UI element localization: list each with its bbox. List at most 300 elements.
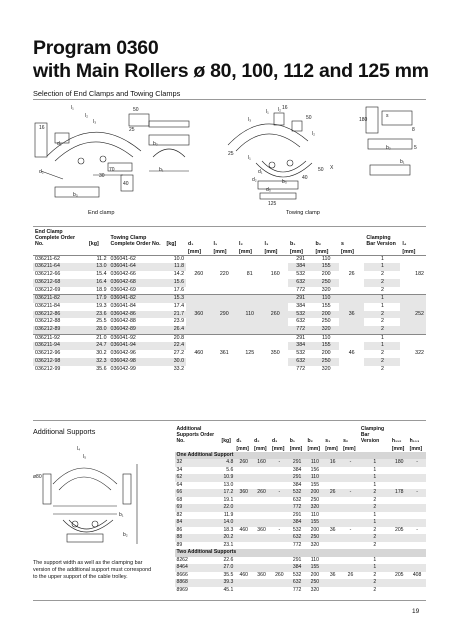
table-cell	[324, 542, 342, 550]
end-label-d1: d₁	[57, 141, 62, 147]
table-row	[33, 334, 426, 342]
table-cell: 34	[176, 466, 183, 473]
table-cell	[342, 587, 360, 595]
table-cell: 110	[313, 334, 338, 342]
table-cell	[253, 519, 271, 527]
table-cell: 18.3	[223, 526, 234, 533]
table-row	[175, 587, 426, 595]
tow-label-125: 125	[268, 201, 277, 207]
table-cell: 110	[310, 474, 319, 480]
table-cell: 360	[186, 295, 211, 335]
end-label-b1: b₁	[159, 167, 164, 173]
table-cell: 19.1	[223, 496, 234, 503]
unit-cell: [mm]	[213, 248, 227, 255]
table-cell: 632	[296, 278, 306, 285]
table-cell	[390, 579, 408, 587]
col-b2: b₂	[315, 241, 322, 247]
unit-cell	[359, 444, 390, 452]
table-cell: 22.6	[223, 556, 234, 563]
col-d1: d₁	[188, 241, 194, 247]
table-cell	[270, 579, 288, 587]
table-cell: 35.5	[223, 571, 234, 578]
table-cell: 11.9	[223, 511, 234, 518]
tow-label-40: 40	[302, 175, 308, 181]
table-cell: 200	[321, 350, 331, 357]
table-cell: 036211-82	[33, 295, 87, 303]
table-cell: 20.8	[165, 334, 187, 342]
table-cell: 36	[329, 571, 336, 578]
table-row	[175, 527, 426, 535]
table-cell: 24.7	[96, 342, 107, 349]
unit-cell: [mm]	[289, 445, 303, 452]
table-cell: 62	[176, 474, 183, 480]
table-cell	[390, 512, 408, 520]
table-cell: 036212-98	[35, 357, 61, 364]
table-cell	[342, 534, 360, 542]
col-d2: d₂	[254, 438, 260, 444]
table-cell: 772	[292, 586, 302, 593]
table-cell: 1	[380, 302, 384, 309]
unit-cell	[165, 247, 187, 255]
table-cell	[235, 482, 253, 490]
table-cell: 33.2	[173, 365, 185, 372]
end-label-40: 40	[123, 181, 129, 187]
table-cell	[270, 557, 288, 565]
table-cell: 39.3	[223, 579, 234, 585]
table-cell	[390, 467, 408, 475]
table-cell	[235, 534, 253, 542]
table-cell: -	[278, 459, 281, 465]
subheading-cell: Two Additional Supports	[175, 549, 426, 557]
table-cell	[408, 519, 426, 527]
table-cell	[390, 482, 408, 490]
subheading-row	[175, 452, 426, 460]
table-cell: -	[349, 459, 352, 465]
unit-cell: [mm]	[289, 248, 303, 255]
support-label-b2: b₂	[123, 532, 128, 538]
table-cell: 11.8	[174, 263, 185, 270]
table-cell: 036042-69	[110, 286, 136, 293]
table-cell: 2	[373, 504, 377, 510]
table-cell: 160	[257, 459, 266, 465]
end-label-l2: l₂	[85, 113, 89, 119]
table-cell	[253, 497, 271, 505]
tow-label-b2: b₂	[386, 145, 391, 151]
table-cell	[342, 542, 360, 550]
table-cell	[324, 534, 342, 542]
table-cell: 23.9	[173, 318, 185, 325]
table-cell: 46	[339, 334, 364, 373]
table-cell: 036041-94	[110, 342, 136, 349]
table-cell	[324, 519, 342, 527]
table-header-row	[33, 229, 426, 247]
table-cell: 360	[257, 526, 266, 533]
table-cell: 10.0	[165, 255, 187, 263]
table-cell	[235, 512, 253, 520]
table-cell: 532	[292, 489, 302, 495]
table-row	[175, 482, 426, 490]
unit-cell: [mm]	[264, 248, 278, 255]
table-cell	[235, 542, 253, 550]
table-row	[175, 519, 426, 527]
table-cell	[390, 542, 408, 550]
table-cell: 205	[394, 571, 404, 578]
table-cell	[324, 504, 342, 512]
table-cell	[342, 564, 360, 572]
table-cell: 17.2	[223, 489, 234, 495]
table-cell: -	[416, 489, 418, 495]
table-cell: 1	[373, 481, 377, 488]
col-s1: s₁	[325, 438, 331, 444]
title-line-2: with Main Rollers ø 80, 100, 112 and 125 mm	[33, 60, 429, 82]
table-cell: 260	[186, 255, 211, 295]
table-cell: 110	[237, 295, 262, 335]
table-cell	[408, 542, 426, 550]
table-cell: 110	[313, 255, 338, 263]
table-cell: 532	[292, 571, 302, 578]
table-cell: 632	[296, 357, 306, 364]
unit-cell: [mm]	[307, 445, 320, 452]
table-cell	[235, 564, 253, 572]
table-cell: 8262	[176, 556, 188, 563]
table-row	[175, 489, 426, 497]
table-cell: 291	[292, 474, 302, 480]
table-cell	[408, 564, 426, 572]
table-cell: 772	[292, 541, 302, 548]
table-cell: 110	[310, 459, 319, 465]
table-row	[175, 579, 426, 587]
table-cell: 32.3	[96, 357, 107, 364]
support-note: The support width as well as the clamping bar version of the additional support must correspond to the upper support of the cable trolley.	[33, 560, 152, 581]
table-cell: 290	[212, 295, 237, 335]
table-cell: 291	[288, 255, 313, 263]
table-cell	[390, 587, 408, 595]
table-cell: 36	[329, 526, 336, 533]
unit-cell	[364, 247, 400, 255]
table-cell: 2	[380, 271, 384, 278]
table-cell: 772	[296, 365, 306, 372]
table-cell: 036211-92	[33, 334, 87, 342]
unit-cell: [mm]	[271, 445, 285, 452]
table-cell: 632	[292, 579, 302, 585]
table-cell: 155	[310, 519, 320, 525]
table-cell: 64	[176, 481, 183, 488]
tow-label-l1: l₁	[266, 109, 269, 115]
table-cell: 2	[380, 318, 384, 325]
table-cell: 1	[373, 511, 377, 518]
table-cell: 2	[373, 489, 377, 495]
table-cell: 84	[176, 519, 183, 525]
end-label-l3: l₃	[93, 119, 97, 125]
additional-supports-table	[175, 426, 426, 594]
table-cell	[270, 534, 288, 542]
table-cell: 15.4	[96, 271, 107, 278]
table-cell: 82	[176, 511, 183, 518]
table-cell	[253, 512, 271, 520]
table-cell: 2	[373, 534, 377, 540]
table-cell: 1	[364, 334, 400, 342]
table-cell: 320	[310, 586, 320, 593]
end-clamp-caption: End clamp	[88, 210, 115, 216]
table-cell: 2	[380, 357, 384, 364]
table-cell: 036212-69	[35, 286, 61, 293]
table-cell: 26	[339, 255, 364, 295]
table-cell: 460	[186, 334, 211, 373]
table-cell: 26	[329, 489, 336, 495]
table-cell: 291	[292, 459, 302, 465]
divider	[33, 226, 426, 227]
tow-label-l2: l₂	[278, 107, 282, 113]
table-cell: 110	[313, 295, 338, 303]
tow-label-5: 5	[414, 145, 417, 151]
table-cell: 036042-96	[110, 350, 136, 357]
table-cell: 036212-99	[35, 365, 61, 372]
col-end-clamp: End Clamp Complete Order No.	[35, 229, 76, 247]
table-cell: 1	[373, 459, 377, 465]
table-cell: 1	[364, 255, 400, 263]
table-header-row	[175, 426, 426, 444]
table-cell: 8969	[176, 586, 188, 593]
col-order-no: Additional Supports Order No.	[176, 426, 215, 444]
end-label-d2: d₂	[39, 169, 44, 175]
table-cell: 250	[321, 318, 331, 325]
unit-cell	[109, 247, 165, 255]
table-cell	[270, 504, 288, 512]
table-cell: 155	[310, 481, 320, 488]
table-cell: 8666	[176, 571, 188, 578]
table-cell: -	[416, 459, 418, 465]
table-cell: 5.6	[226, 466, 234, 473]
table-cell	[253, 557, 271, 565]
table-cell	[253, 564, 271, 572]
table-cell: 384	[296, 342, 306, 349]
support-label-d80: ø80	[33, 474, 42, 480]
tow-label-16: 16	[282, 105, 288, 111]
table-cell: 8868	[176, 579, 188, 585]
table-cell: 200	[310, 489, 320, 495]
table-cell: 155	[321, 302, 331, 309]
table-cell	[342, 482, 360, 490]
table-cell: 17.6	[173, 286, 185, 293]
table-cell	[390, 534, 408, 542]
table-cell: -	[349, 526, 352, 533]
end-clamp-drawing	[33, 101, 233, 209]
table-cell: 250	[310, 579, 320, 585]
table-cell	[408, 504, 426, 512]
col-kg: [kg]	[89, 241, 99, 247]
table-cell	[253, 504, 271, 512]
table-cell: 532	[296, 310, 306, 317]
table-cell	[408, 579, 426, 587]
table-cell: 27.2	[173, 350, 185, 357]
table-cell: -	[416, 526, 418, 533]
unit-cell: [mm]	[236, 445, 249, 452]
table-cell: 17.9	[87, 295, 109, 303]
col-b2: b₂	[307, 438, 313, 444]
table-cell	[342, 497, 360, 505]
table-cell	[342, 512, 360, 520]
table-cell: 532	[292, 526, 302, 533]
table-cell: 532	[296, 350, 306, 357]
tow-label-b1: b₁	[400, 159, 405, 165]
table-cell: 036212-88	[35, 318, 61, 325]
table-cell: 200	[310, 526, 320, 533]
table-cell: 2	[373, 586, 377, 593]
table-cell	[408, 497, 426, 505]
table-cell: 25.5	[96, 318, 107, 325]
table-cell: 10.9	[223, 474, 234, 480]
table-cell: 16.4	[96, 278, 107, 285]
table-cell: -	[278, 489, 281, 495]
table-cell: 15.3	[165, 295, 187, 303]
table-cell	[324, 482, 342, 490]
table-cell: 1	[373, 519, 377, 525]
col-s: s	[340, 241, 344, 247]
table-cell: 89	[176, 541, 183, 548]
table-cell	[342, 474, 360, 482]
table-cell	[235, 557, 253, 565]
table-cell: 360	[239, 489, 249, 495]
unit-cell: [mm]	[325, 445, 338, 452]
table-cell: 155	[310, 564, 320, 570]
table-cell: 260	[257, 489, 266, 495]
table-cell	[235, 497, 253, 505]
table-cell: 1	[373, 474, 377, 480]
col-l2: l₂	[239, 241, 243, 247]
unit-cell	[87, 247, 109, 255]
unit-cell: [mm]	[340, 248, 354, 255]
table-cell: 16	[329, 459, 336, 465]
col-l4: l₄	[402, 241, 407, 247]
clamp-selection-table	[33, 229, 426, 373]
col-h113: h₁₁₃	[409, 438, 420, 444]
table-cell: 036212-96	[35, 350, 61, 357]
table-cell: 22.4	[173, 342, 185, 349]
table-cell: 13.0	[223, 481, 234, 488]
col-clamp-bar: Clamping Bar Version	[360, 426, 385, 444]
col-clamp-bar: Clamping Bar Version	[366, 235, 396, 247]
col-b1: b₁	[289, 438, 295, 444]
unit-cell: [mm]	[391, 445, 405, 452]
table-cell: 532	[296, 271, 306, 278]
tow-label-l2b: l₂	[312, 131, 316, 137]
end-label-30: 30	[99, 173, 105, 179]
unit-cell: [mm]	[409, 445, 423, 452]
table-row	[175, 459, 426, 467]
table-row	[175, 467, 426, 475]
table-cell: 320	[310, 504, 320, 510]
table-cell	[270, 564, 288, 572]
table-cell: 27.0	[223, 564, 234, 570]
table-cell: 250	[321, 278, 331, 285]
table-cell: 14.2	[173, 271, 185, 278]
table-cell: 18.9	[96, 286, 107, 293]
table-cell	[253, 467, 271, 475]
table-cell: 036211-84	[35, 302, 60, 309]
end-label-l1: l₁	[71, 105, 74, 111]
table-cell	[253, 579, 271, 587]
additional-support-drawing	[33, 444, 153, 554]
table-cell	[235, 579, 253, 587]
table-cell: 322	[400, 334, 426, 373]
table-cell	[324, 564, 342, 572]
table-cell: 1	[380, 342, 384, 349]
table-cell: 156	[310, 466, 320, 473]
table-cell: 320	[310, 541, 320, 548]
table-cell: 23.6	[96, 310, 107, 317]
table-cell: 8464	[176, 564, 188, 570]
tow-label-d1: d₁	[258, 169, 263, 175]
end-label-25: 25	[129, 127, 135, 133]
table-cell: 036042-86	[110, 310, 136, 317]
tow-label-l3: l₃	[248, 117, 252, 123]
table-cell: 036211-64	[35, 263, 60, 270]
unit-cell: [mm]	[402, 248, 416, 255]
col-b1: b₁	[289, 241, 296, 247]
table-cell	[253, 482, 271, 490]
unit-cell: [mm]	[343, 445, 356, 452]
table-cell	[324, 497, 342, 505]
table-cell: 260	[275, 571, 284, 578]
table-cell	[270, 497, 288, 505]
table-cell	[408, 557, 426, 565]
table-cell: 036041-84	[110, 302, 136, 309]
subheading-row	[175, 549, 426, 557]
table-cell	[235, 467, 253, 475]
table-cell	[390, 519, 408, 527]
table-cell	[342, 557, 360, 565]
table-cell	[270, 467, 288, 475]
col-l3: l₃	[264, 241, 269, 247]
table-cell: 2	[380, 326, 384, 333]
table-cell: 2	[380, 350, 384, 357]
table-row	[175, 564, 426, 572]
table-cell	[270, 519, 288, 527]
table-cell	[408, 474, 426, 482]
table-cell: 036211-62	[33, 255, 87, 263]
table-cell	[390, 474, 408, 482]
table-cell: 2	[373, 571, 377, 578]
table-cell	[408, 467, 426, 475]
divider	[33, 420, 426, 421]
table-cell: 361	[212, 334, 237, 373]
table-cell	[324, 474, 342, 482]
table-cell: 632	[292, 534, 302, 540]
table-cell	[253, 534, 271, 542]
table-cell: 21.0	[87, 334, 109, 342]
table-row	[175, 474, 426, 482]
table-cell: 384	[296, 302, 306, 309]
table-cell: 384	[292, 564, 302, 570]
end-label-b3: b₃	[73, 192, 78, 198]
table-cell: 036212-86	[35, 310, 61, 317]
table-cell: 26.4	[173, 326, 185, 333]
tow-label-s: s	[386, 113, 389, 119]
table-cell	[408, 512, 426, 520]
table-cell: -	[278, 526, 281, 533]
table-cell: 205	[394, 526, 404, 533]
table-cell: 260	[262, 295, 287, 335]
table-cell: 291	[292, 511, 302, 518]
table-cell	[270, 474, 288, 482]
col-h112: h₁₁₂	[391, 438, 402, 444]
table-cell: 291	[288, 334, 313, 342]
unit-cell: [mm]	[254, 445, 267, 452]
table-cell: 68	[176, 496, 183, 503]
table-cell: 13.0	[96, 263, 107, 270]
table-cell: 178	[394, 489, 404, 495]
tow-label-50: 50	[306, 115, 312, 121]
